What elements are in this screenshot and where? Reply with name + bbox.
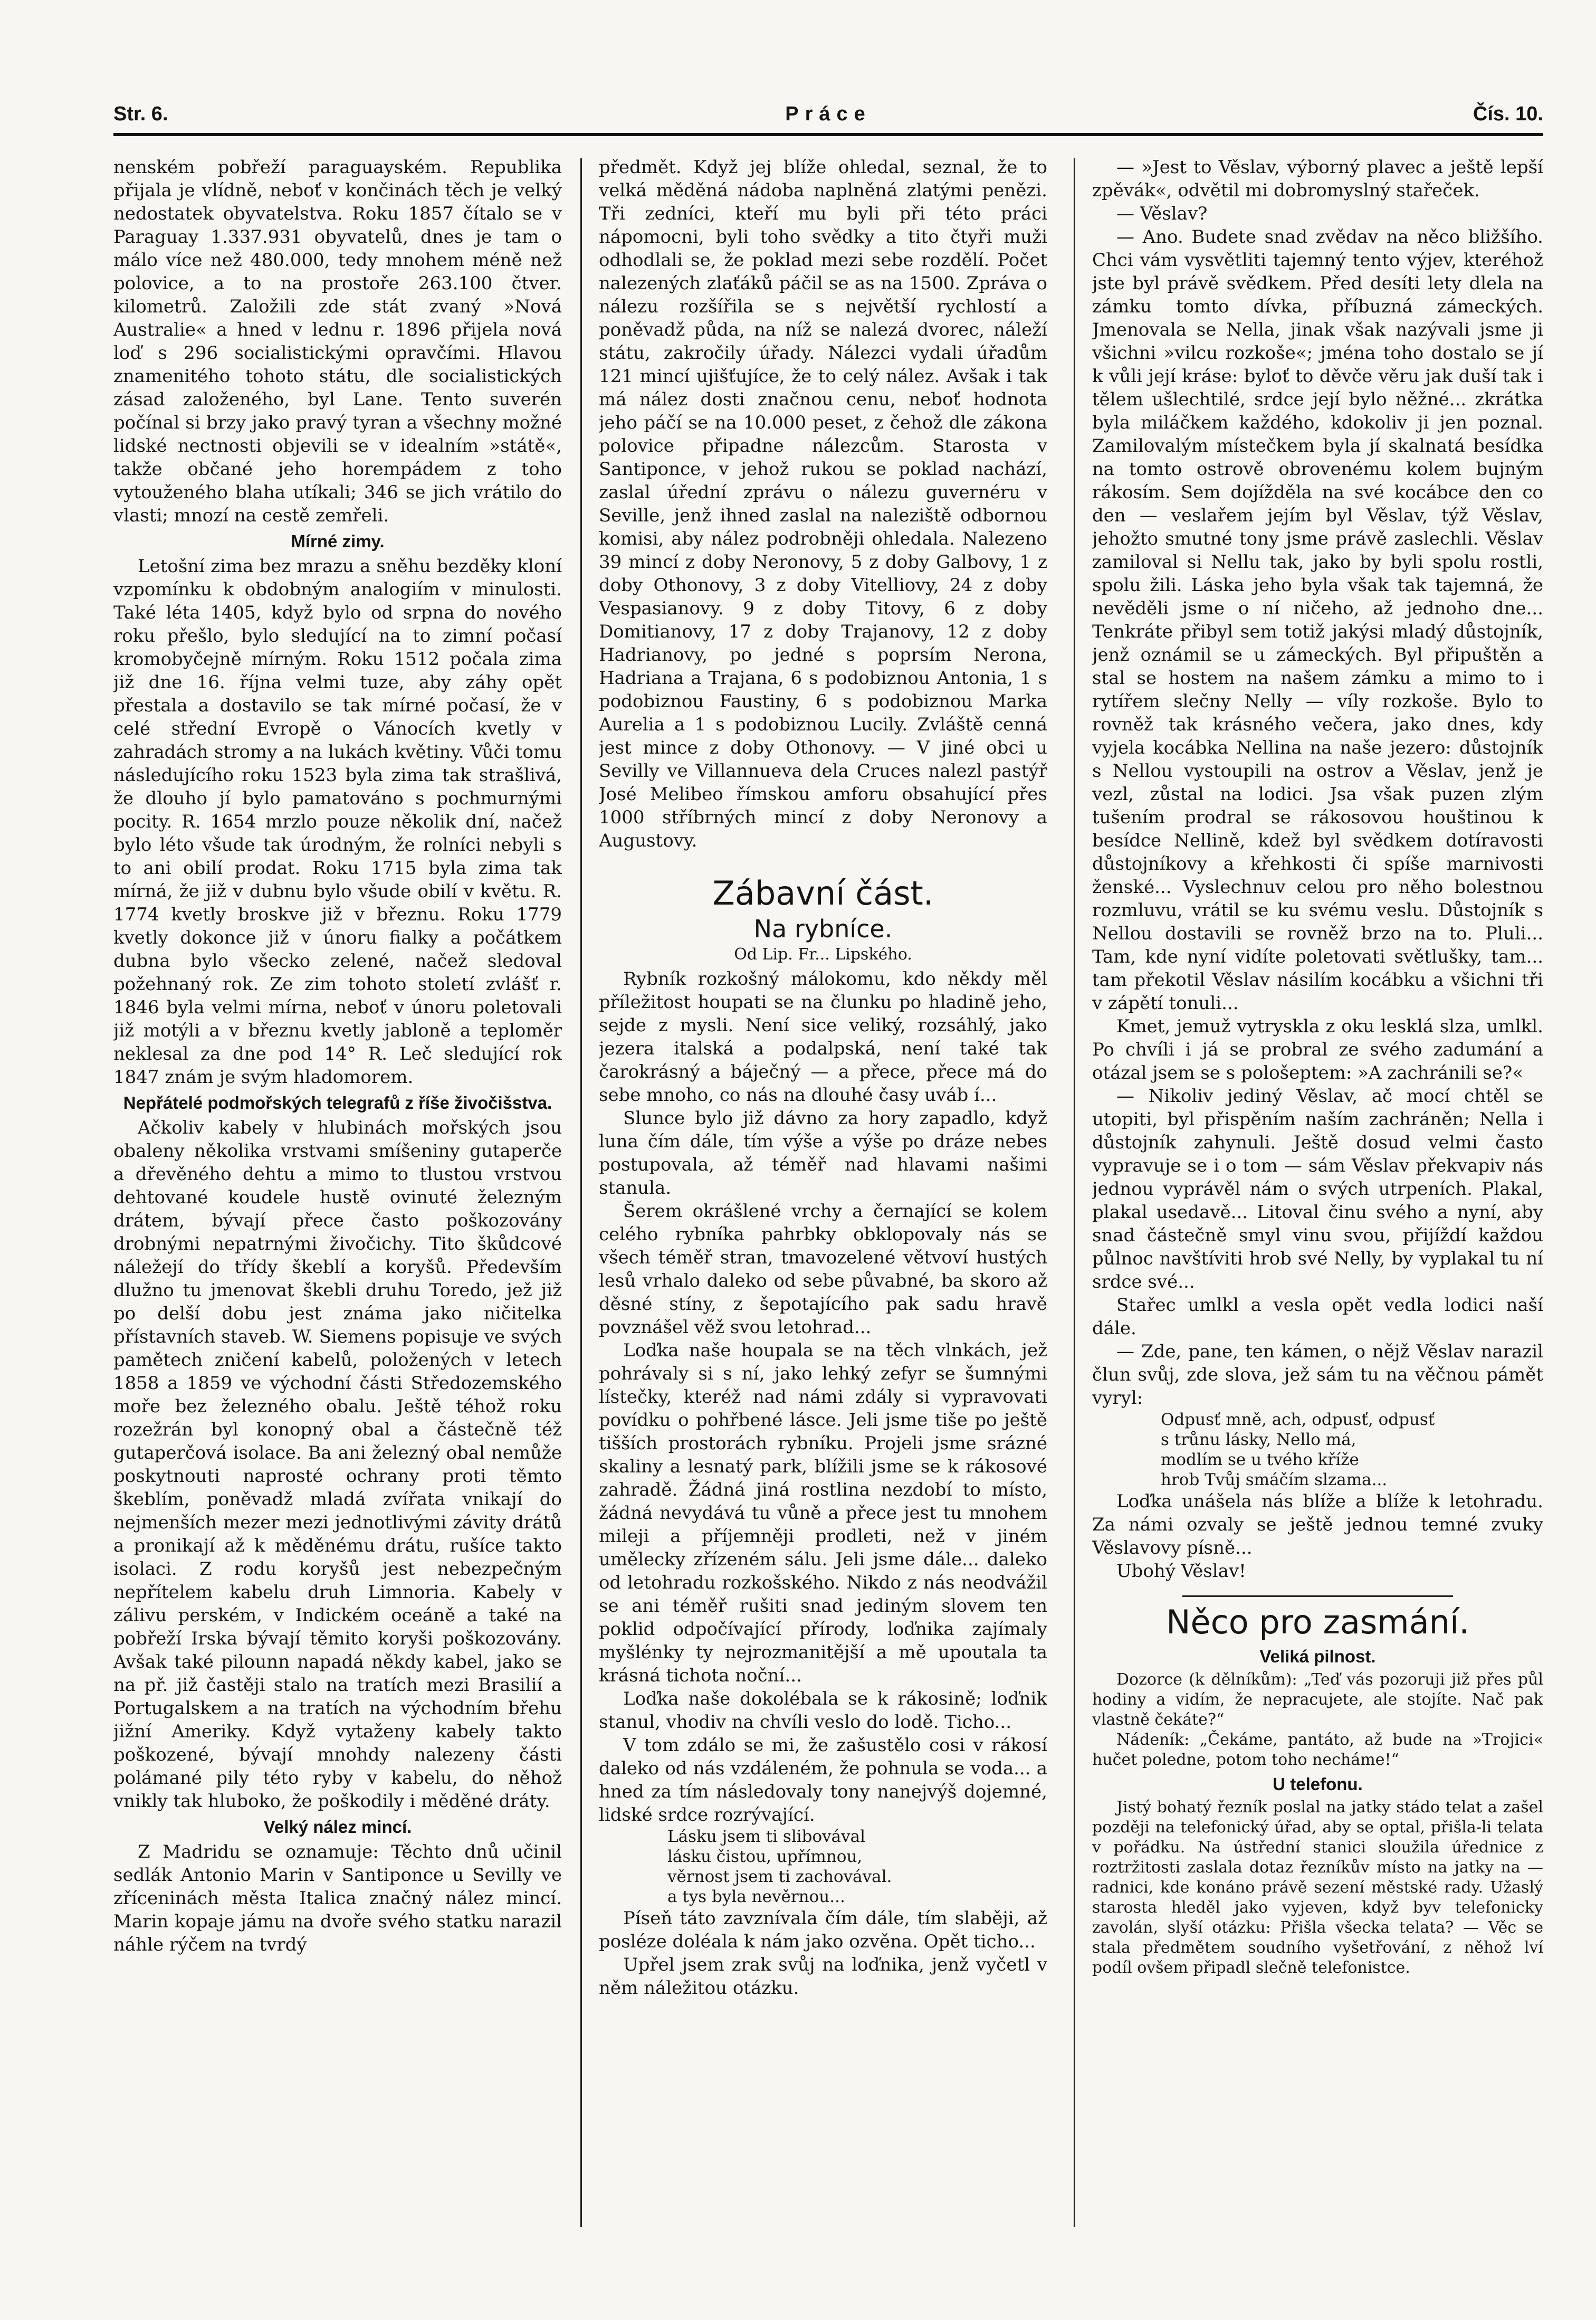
joke-paragraph: Jistý bohatý řezník poslal na jatky stádo telat a zašel později na telefonický úřad, aby se optal, přišla-li telata v pořádku. Na ústřední stanici sloužila úřednice z roztržitosti zaslala dotaz řezníkův místo na jatky na — radnici, kde konáno právě sezení městské rady. Užaslý starosta hleděl jako vyjeven, když byv telefonicky zavolán, slyší otázku: Přišla všecka telata? — Věc se stala předmětem soudního vyšetřování, z něhož lví podíl ovšem připadl slečně telefonistce. bbox=[1092, 1798, 1543, 1977]
column-divider bbox=[580, 158, 582, 2227]
column-divider bbox=[1074, 158, 1075, 2227]
story-paragraph: Loďka naše houpala se na těch vlnkách, jež pohrávaly si s ní, jako lehký zefyr se šumnými lístečky, kteréž nad námi zdály si vypravovati povídku o pohřbené lásce. Jeli jsme tiše po ještě tišších prostorách rybníku. Projeli jsme srázné skaliny a lesnatý park, blížili jsme se k rákosové zahradě. Žádná jiná rostlina nezdobí to místo, žádná nevydává tu vůně a přece jest tu mnohem mileji a příjemněji prodleti, než v jiném umělecky zřízeném sálu. Jeli jsme dále... daleko od letohradu rozkošského. Nikdo z nás neodvážil se ani téměř rušiti snad jediným slovem ten poklid odpočívající přírody, loďnika zajímaly myšlénky ty nejrozmanitější a mě upoutala ta krásná tichota noční... bbox=[599, 1340, 1047, 1686]
story-paragraph: Šerem okrášlené vrchy a černající se kolem celého rybníka pahrbky obklopovaly nás se všech téměř stran, tmavozelené větvoví hustých lesů vrhalo daleko od sebe půvabné, ba skoro až děsné stíny, z šepotajícího pak sadu hravě povznášel věž svou letohrad... bbox=[599, 1201, 1047, 1338]
article-heading: Nepřátelé podmořských telegrafů z říše živočišstva. bbox=[123, 1093, 552, 1113]
story-paragraph: Ubohý Věslav! bbox=[1116, 1561, 1246, 1582]
story-paragraph: — Ano. Budete snad zvědav na něco bližšího. Chci vám vysvětliti tajemný tento výjev, kteréhož jste byl právě svědkem. Před desíti lety dlela na zámku tomto dívka, příbuzná zámeckých. Jmenovala se Nella, jinak však nazývali jsme ji všichni »vilcu rozkoše«; jména toho dostalo se jí k vůli její kráse: byloť to děvče věru jak duší tak i tělem ušlechtilé, srdce její bylo něžné... zkrátka byla miláčkem každého, kdokoliv ji jen poznal. Zamilovalým místečkem byla jí skalnatá besídka na tomto ostrově obrovenému kolem bujným rákosím. Sem dojížděla na své kocábce den co den — veslařem jejím byl Věslav, týž Věslav, jehožto smutné tony jsme právě zaslechli. Věslav zamiloval si Nellu tak, jako by byli spolu rostli, spolu žili. Láska jeho byla však tak tajemná, že nevěděli jsme o ní ničeho, až jednoho dne... Tenkráte přibyl sem totiž jakýsi mladý důstojník, jenž oznámil se u zámeckých. Byl připuštěn a stal se hostem na našem zámku a mimo to i rytířem slečny Nelly — víly rozkoše. Bylo to rovněž tak krásného večera, jako dnes, kdy vyjela kocábka Nellina na naše jezero: důstojník s Nellou vystoupili na ostrov a Věslav, jenž je vezl, zůstal na lodici. Jsa však puzen zlým tušením prodral se rákosovou houštinou k besídce Nellině, kdež byl svědkem dotíravosti důstojníkovy a křehkosti či spíše marnivosti ženské... Vyslechnuv celou pro něho bolestnou rozmluvu, vrátil se ku svému veslu. Důstojník s Nellou dostavili se rovněž brzo na to. Pluli... Tam, kde nyní vidíte poletovati světlušky, tam... tam překotil Věslav násilím kocábku a všichni tři v zápětí tonuli... bbox=[1092, 226, 1543, 1014]
story-paragraph: — Zde, pane, ten kámen, o nějž Věslav narazil člun svůj, zde slova, jež sám tu na věčnou pámět vyryl: bbox=[1092, 1341, 1543, 1409]
inscription-verse bbox=[1161, 1410, 1543, 1490]
column-1 bbox=[113, 156, 562, 2240]
article-paragraph: Ačkoliv kabely v hlubinách mořských jsou obaleny několika vrstvami smíšeniny gutaperče a dřevěného dehtu a mimo to tlustou vrstvou dehtované koudele hustě ovinuté železným drátem, bývají přece často poškozovány drobnými nepatrnými živočichy. Tito škůdcové náležejí do třídy škeblí a koryšů. Především dlužno tu jmenovat škebli druhu Toredo, jež již po delší dobu jest známa jako ničitelka přístavních staveb. W. Siemens popisuje ve svých pamětech zničení kabelů, položených v letech 1858 a 1859 ve východní části Středozemského moře bez železného obalu. Ještě téhož roku rozežrán byl konopný obal a částečně též gutaperčová isolace. Ba ani železný obal nemůže poskytnouti naprosté ochrany proti těmto škeblím, poněvadž mladá zvířata vnikají do nejmenších mezer mezi jednotlivými závity drátů a pronikají až k měděnému drátu, rušíce takto isolaci. Z rodu koryšů jest nebezpečným nepřítelem kabelu druh Limnoria. Kabely v zálivu perském, v Indickém oceáně a také na pobřeží Irska bývají těmito koryši poškozovány. Avšak také pilounn napadá někdy kabel, jako se na př. již častěji stalo na tratích mezi Brasilií a Portugalskem a na tratích na východním břehu jižní Ameriky. Když vytaženy kabely takto poškozené, bývají mnohdy nalezeny části polámané pily této ryby v kabelu, do něhož vnikly tak hluboko, že poškodily i měděné dráty. bbox=[113, 1117, 562, 1812]
story-paragraph: V tom zdálo se mi, že zašustělo cosi v rákosí daleko od nás vzdáleném, že pohnula se voda... a hned za tím následovaly tony nanejvýš dojemné, lidské srdce rozrývající. bbox=[599, 1735, 1047, 1825]
joke-block bbox=[1092, 1670, 1543, 1770]
story-paragraph: Píseň táto zavznívala čím dále, tím slaběji, až posléze doléala k nám jako ozvěna. Opět ticho... bbox=[599, 1908, 1047, 1952]
story-paragraph: — »Jest to Věslav, výborný plavec a ještě lepší zpěvák«, odvětil mi dobromyslný stařeček. bbox=[1092, 157, 1543, 201]
joke-paragraph: Nádeník: „Čekáme, pantáto, až bude na »Trojici« hučet poledne, potom toho necháme!“ bbox=[1092, 1731, 1543, 1769]
verse-line: modlím se u tvého kříže bbox=[1161, 1450, 1359, 1469]
page-header bbox=[113, 103, 1543, 135]
joke-heading: U telefonu. bbox=[1273, 1774, 1363, 1794]
story-paragraph: Rybník rozkošný málokomu, kdo někdy měl příležitost houpati se na člunku po hladině jeho, sejde z mysli. Není sice veliký, rozsáhlý, jako jezera italská a podalpská, není také tak čarokrásný a báječný — a přece, přece má do sebe mnoho, co nás na dlouhé časy uváb í... bbox=[599, 968, 1047, 1106]
article-heading: Velký nález mincí. bbox=[263, 1817, 412, 1837]
story-paragraph: Upřel jsem zrak svůj na loďnika, jenž vyčetl v něm náležitou otázku. bbox=[599, 1954, 1047, 1999]
story-paragraph: Kmet, jemuž vytryskla z oku lesklá slza, umlkl. Po chvíli i já se probral ze svého zadumání a otázal jsem se s pološeptem: »A zachránili se?« bbox=[1092, 1016, 1543, 1083]
section-title: Zábavní část. bbox=[712, 874, 934, 912]
verse-line: Odpusť mně, ach, odpusť, odpusť bbox=[1161, 1410, 1435, 1429]
story-paragraph: — Věslav? bbox=[1116, 203, 1208, 224]
story-byline: Od Lip. Fr... Lipského. bbox=[734, 945, 912, 964]
issue-number: Čís. 10. bbox=[1473, 103, 1543, 125]
story-paragraph: Loďka naše dokolébala se k rákosině; loďnik stanul, vhodiv na chvíli veslo do lodě. Ticho... bbox=[599, 1688, 1047, 1733]
page-number: Str. 6. bbox=[113, 103, 168, 125]
joke-paragraph: Dozorce (k dělníkům): „Teď vás pozoruji již přes půl hodiny a vidím, že nepracujete, ale stojíte. Nač pak vlastně čekáte?“ bbox=[1092, 1670, 1543, 1729]
song-verse bbox=[667, 1827, 1047, 1907]
story-paragraph: Stařec umlkl a vesla opět vedla lodici naší dále. bbox=[1092, 1295, 1543, 1339]
verse-line: s trůnu lásky, Nello má, bbox=[1161, 1430, 1356, 1449]
section-separator bbox=[1182, 1595, 1453, 1597]
story-paragraph: Loďka unášela nás blíže a blíže k letohradu. Za námi ozvaly se ještě jednou temné zvuky Věslavovy písně... bbox=[1092, 1491, 1543, 1558]
header-rule bbox=[113, 133, 1543, 136]
joke-block bbox=[1092, 1798, 1543, 1978]
verse-line: věrnost jsem ti zachovával. bbox=[667, 1867, 892, 1886]
verse-line: Lásku jsem ti slibovával bbox=[667, 1827, 866, 1846]
story-title: Na rybníce. bbox=[753, 915, 893, 943]
article-paragraph: Z Madridu se oznamuje: Těchto dnů učinil sedlák Antonio Marin v Santiponce u Sevilly ve zříceninách města Italica značný nález mincí. Marin kopaje jámu na dvoře svého statku narazil náhle rýčem na tvrdý bbox=[113, 1841, 562, 1955]
joke-heading: Veliká pilnost. bbox=[1259, 1647, 1376, 1666]
article-paragraph: Letošní zima bez mrazu a sněhu bezděky kloní vzpomínku k obdobným analogiím v minulosti. Také léta 1405, když bylo od srpna do nového roku přešlo, bylo sledující na to zimní počasí kromobyčejně mírným. Roku 1512 počala zima již dne 16. října velmi tuze, aby záhy opět přestala a dostavilo se tak mírné počasí, že v celé střední Evropě o Vánocích kvetly v zahradách stromy a na lukách květiny. Vůči tomu následujícího roku 1523 byla zima tak strašlivá, že dlouho jí bylo pamatováno s pochmurnými pocity. R. 1654 mrzlo pouze několik dní, načež bylo léto všude tak úrodným, že rolníci nebyli s to ani obilí prodat. Roku 1715 byla zima tak mírná, že již v dubnu bylo všude obilí v květu. R. 1774 kvetly broskve již v březnu. Roku 1779 kvetly dokonce již v únoru fialky a počátkem dubna bylo všecko zelené, načež sledoval požehnaný rok. Ze zim tohoto století zvlášť r. 1846 byla velmi mírna, neboť v únoru poletovali již motýli a v březnu kvetly jabloně a teploměr neklesal za dne pod 14° R. Leč sledující rok 1847 znám je svým hladomorem. bbox=[113, 556, 562, 1088]
article-heading: Mírné zimy. bbox=[291, 531, 385, 551]
article-paragraph: nenském pobřeží paraguayském. Republika přijala je vlídně, neboť v končinách těch je velký nedostatek obyvatelstva. Roku 1857 čítalo se v Paraguay 1.337.931 obyvatelů, dnes je tam o málo více než 480.000, tedy mnohem méně než polovice, a to na prostoře 263.100 čtver. kilometrů. Založili zde stát zvaný »Nová Australie« a hned v lednu r. 1896 přijela nová loď s 296 socialistickými opravčími. Hlavou znamenitého tohoto státu, dle socialistických zásad založeného, byl Lane. Tento suverén počínal si brzy jako pravý tyran a všechny možné lidské nectnosti objevili se v idealním »státě«, takže občané jeho horempádem z toho vytouženého blaha utíkali; 346 se jich vrátilo do vlasti; mnozí na cestě zemřeli. bbox=[113, 157, 562, 526]
story-paragraph: Slunce bylo již dávno za hory zapadlo, když luna čím dále, tím výše a výše po dráze nebes postupovala, až téměř nad hlavami našimi stanula. bbox=[599, 1108, 1047, 1199]
column-3 bbox=[1092, 156, 1543, 2240]
verse-line: hrob Tvůj smáčím slzama... bbox=[1161, 1470, 1388, 1489]
verse-line: lásku čistou, upřímnou, bbox=[667, 1847, 863, 1866]
column-2 bbox=[599, 156, 1047, 2240]
section-title: Něco pro zasmání. bbox=[1166, 1603, 1469, 1641]
verse-line: a tys byla nevěrnou... bbox=[667, 1887, 845, 1906]
masthead-title: Práce bbox=[785, 103, 872, 125]
story-paragraph: — Nikoliv jediný Věslav, ač mocí chtěl se utopiti, byl přispěním naším zachráněn; Nella i důstojník zahynuli. Ještě dosud velmi často vypravuje se i o tom — sám Věslav překvapiv nás jednou vyprávěl nám o svých utrpeních. Plakal, plakal usedavě... Litoval činu svého a nyní, aby snad částečně smyl vinu svou, přijíždí každou půlnoc navštíviti hrob své Nelly, by vyplakal tu ní srdce své... bbox=[1092, 1086, 1543, 1292]
article-paragraph: předmět. Když jej blíže ohledal, seznal, že to velká měděná nádoba naplněná zlatými penězi. Tři zedníci, kteří mu byli při této práci nápomocni, byli toho svědky a tito čtyři muži odhodlali se, že poklad mezi sebe rozdělí. Počet nalezených zlaťáků páčil se as na 1500. Zpráva o nálezu rozšířila se s největší rychlostí a poněvadž půda, na níž se nalezá dvorec, náleží státu, zakročily úřady. Nálezci vydali úřadům 121 mincí ujišťujíce, že to celý nález. Avšak i tak má nález dosti značnou cenu, neboť hodnota jeho páčí se na 10.000 peset, z čehož dle zákona polovice připadne nálezcům. Starosta v Santiponce, v jehož rukou se poklad nachází, zaslal úřední zprávu o nálezu guvernéru v Seville, jenž ihned zaslal na naleziště odbornou komisi, aby nález podrobněji ohledala. Nalezeno 39 mincí z doby Neronovy, 5 z doby Galbovy, 1 z doby Othonovy, 3 z doby Vitelliovy, 24 z doby Vespasianovy. 9 z doby Titovy, 6 z doby Domitianovy, 17 z doby Trajanovy, 12 z doby Hadrianovy, po jedné s poprsím Nerona, Hadriana a Trajana, 6 s podobiznou Antonia, 1 s podobiznou Faustiny, 6 s podobiznou Marka Aurelia a 1 s podobiznou Lucily. Zvláště cenná jest mince z doby Othonovy. — V jiné obci u Sevilly ve Villannueva dela Cruces nalezl pastýř José Melibeo římskou amforu obsahující přes 1000 stříbrných mincí z doby Neronovy a Augustovy. bbox=[599, 157, 1047, 851]
